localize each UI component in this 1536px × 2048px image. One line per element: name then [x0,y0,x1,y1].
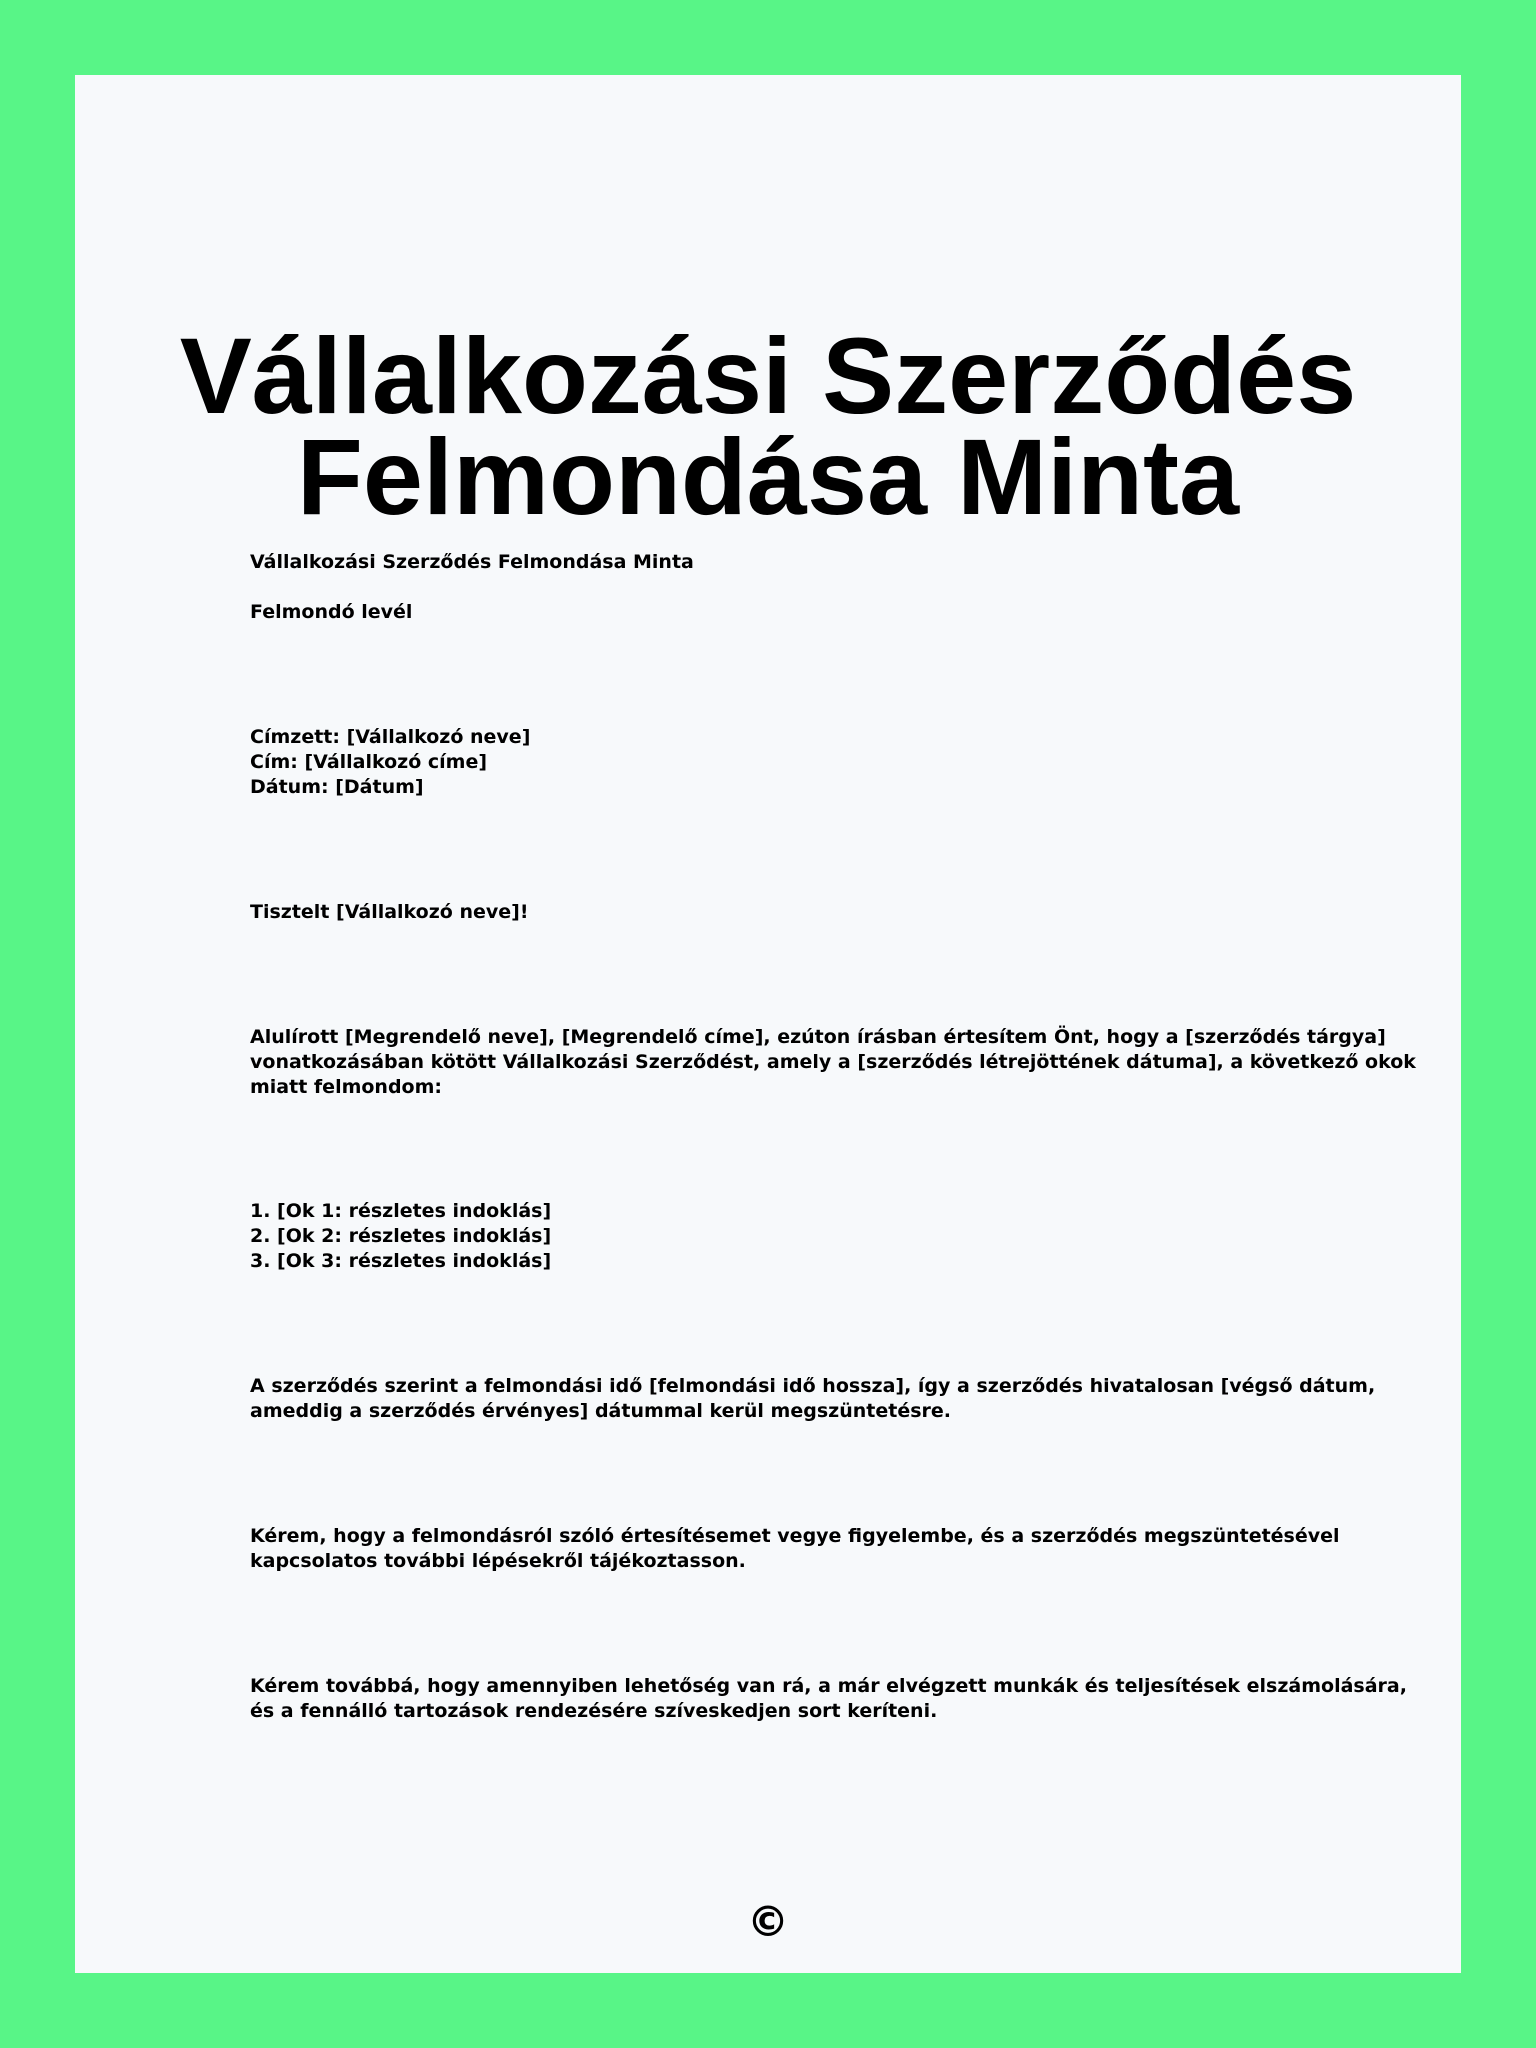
salutation: Tisztelt [Vállalkozó neve]! [250,901,529,923]
recipient-block [250,725,1310,800]
intro-paragraph [250,1025,1416,1100]
letter-subheading: Felmondó levél [250,601,413,623]
paragraph-line: és a fennálló tartozások rendezésére szíveskedjen sort keríteni. [250,1700,938,1722]
recipient-address-line: Cím: [Vállalkozó címe] [250,751,488,773]
settlement-paragraph [250,1674,1407,1724]
paragraph-line: Kérem, hogy a felmondásról szóló értesítésemet vegye figyelembe, és a szerződés megszüntetésével [250,1525,1340,1547]
date-line: Dátum: [Dátum] [250,776,424,798]
paragraph-line: Kérem továbbá, hogy amennyiben lehetőség van rá, a már elvégzett munkák és teljesítések elszámolására, [250,1675,1407,1697]
notice-paragraph [250,1374,1376,1424]
document-page [75,75,1461,1973]
letter-heading: Vállalkozási Szerződés Felmondása Minta [250,551,694,573]
paragraph-line: Alulírott [Megrendelő neve], [Megrendelő címe], ezúton írásban értesítem Önt, hogy a [szerződés tárgya] [250,1026,1386,1048]
paragraph-line: kapcsolatos további lépésekről tájékoztasson. [250,1550,746,1572]
paragraph-line: A szerződés szerint a felmondási idő [felmondási idő hossza], így a szerződés hivatalosan [végső dátum, [250,1375,1376,1397]
salutation-block [250,900,1310,925]
reason-item: 1. [Ok 1: részletes indoklás] [250,1200,552,1222]
letter-subheading-block [250,600,1310,625]
paragraph-line: vonatkozásában kötött Vállalkozási Szerződést, amely a [szerződés létrejöttének dátuma], a következő okok [250,1051,1416,1073]
title-line: Vállalkozási Szerződés [179,315,1357,436]
reasons-list [250,1199,1310,1274]
copyright-icon: © [747,1897,789,1946]
letter-heading-block [250,550,1310,575]
document-title [75,315,1461,537]
reason-item: 2. [Ok 2: részletes indoklás] [250,1225,552,1247]
request-paragraph [250,1524,1340,1574]
title-line: Felmondása Minta [296,416,1240,537]
paragraph-line: miatt felmondom: [250,1076,443,1098]
reason-item: 3. [Ok 3: részletes indoklás] [250,1250,552,1272]
recipient-name-line: Címzett: [Vállalkozó neve] [250,726,531,748]
paragraph-line: ameddig a szerződés érvényes] dátummal kerül megszüntetésre. [250,1400,951,1422]
